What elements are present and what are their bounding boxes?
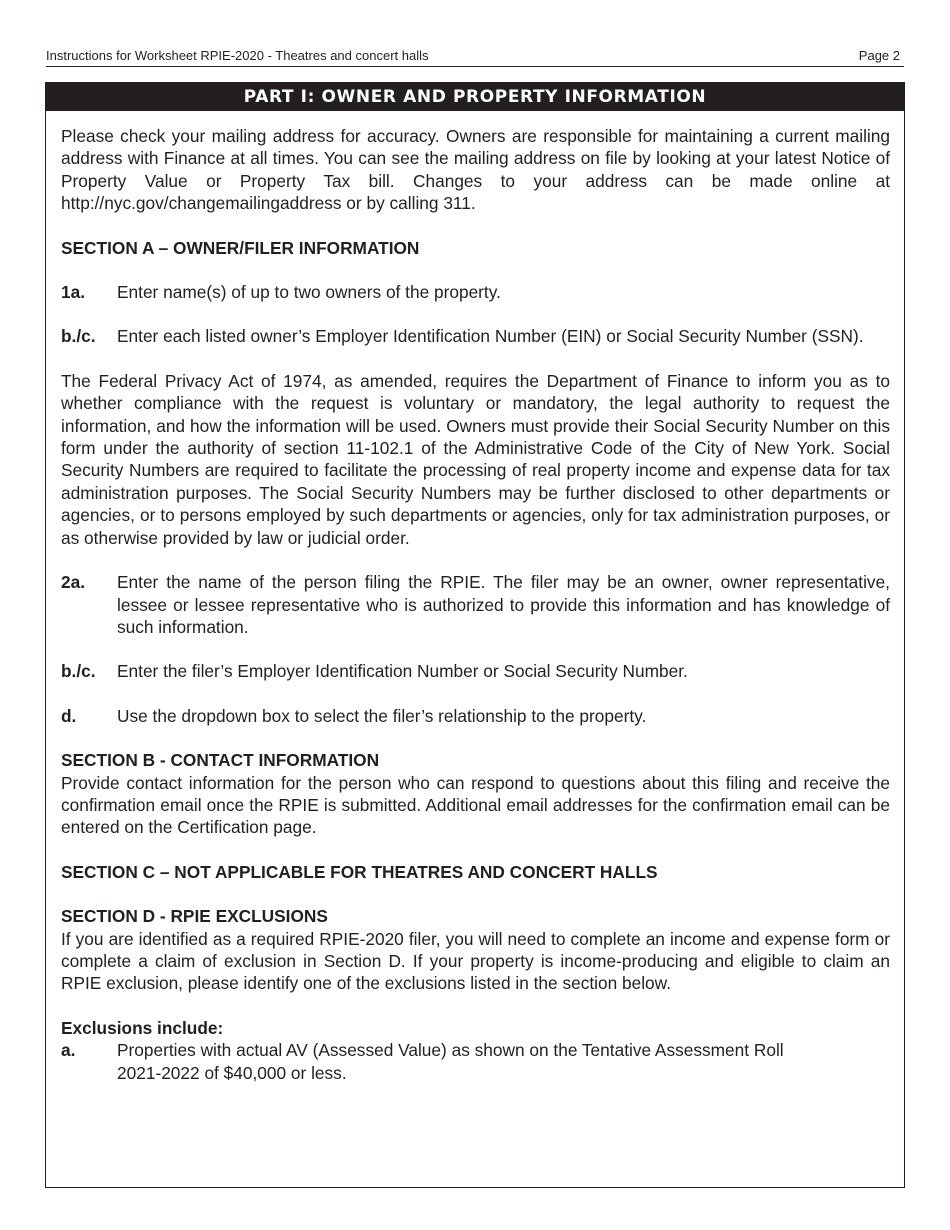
document-title: Instructions for Worksheet RPIE-2020 - Theatres and concert halls — [46, 48, 429, 63]
item-text: Use the dropdown box to select the filer’s relationship to the property. — [117, 705, 647, 726]
item-label: d. — [61, 705, 77, 726]
instructions-content — [61, 125, 890, 1084]
part-title-bar: PART I: OWNER AND PROPERTY INFORMATION — [46, 83, 904, 111]
section-b-heading: SECTION B - CONTACT INFORMATION — [61, 750, 380, 771]
exclusions-heading: Exclusions include: — [61, 1017, 224, 1038]
list-item — [61, 325, 890, 347]
item-label: 1a. — [61, 282, 86, 303]
item-text: Enter each listed owner’s Employer Identification Number (EIN) or Social Security Number (SSN). — [117, 326, 864, 347]
list-item — [61, 571, 890, 638]
item-text: Enter the filer’s Employer Identification Number or Social Security Number. — [117, 661, 688, 682]
section-d-body: If you are identified as a required RPIE-2020 filer, you will need to complete an income and expense form or complete a claim of exclusion in Section D. If your property is income-producing and eligible to claim an RPIE exclusion, please identify one of the exclusions listed in the section below. — [61, 928, 890, 994]
list-item — [61, 660, 890, 682]
item-label: a. — [61, 1040, 76, 1061]
page-number: Page 2 — [858, 48, 900, 63]
content-frame — [45, 82, 905, 1188]
section-c-heading: SECTION C – NOT APPLICABLE FOR THEATRES AND CONCERT HALLS — [61, 861, 658, 882]
item-text: Enter the name of the person filing the RPIE. The filer may be an owner, owner representative, lessee or lessee representative who is authorized to provide this information and has knowledge of such information. — [117, 572, 890, 637]
privacy-act-notice: The Federal Privacy Act of 1974, as amended, requires the Department of Finance to inform you as to whether compliance with the request is voluntary or mandatory, the legal authority to request the information, and how the information will be used. Owners must provide their Social Security Number on this form under the authority of section 11-102.1 of the Administrative Code of the City of New York. Social Security Numbers are required to facilitate the processing of real property income and expense data for tax administration purposes. The Social Security Numbers may be further disclosed to other departments or agencies, or to persons employed by such departments or agencies, only for tax administration purposes, or as otherwise provided by law or judicial order. — [61, 370, 890, 548]
item-text: Enter name(s) of up to two owners of the property. — [117, 282, 501, 303]
running-header — [46, 48, 904, 67]
item-text: Properties with actual AV (Assessed Value) as shown on the Tentative Assessment Roll 2021-2022 of $40,000 or less. — [117, 1040, 784, 1083]
item-label: b./c. — [61, 326, 96, 347]
section-d-heading: SECTION D - RPIE EXCLUSIONS — [61, 906, 328, 927]
list-item — [61, 1039, 890, 1084]
mailing-address-paragraph: Please check your mailing address for accuracy. Owners are responsible for maintaining a current mailing address with Finance at all times. You can see the mailing address on file by looking at your latest Notice of Property Value or Property Tax bill. Changes to your address can be made online at http://nyc.gov/changemailingaddress or by calling 311. — [61, 126, 890, 214]
section-b-body: Provide contact information for the person who can respond to questions about this filing and receive the confirmation email once the RPIE is submitted. Additional email addresses for the confirmation email can be entered on the Certification page. — [61, 772, 890, 838]
list-item — [61, 281, 890, 303]
item-label: 2a. — [61, 572, 86, 593]
section-a-heading: SECTION A – OWNER/FILER INFORMATION — [61, 237, 420, 258]
item-label: b./c. — [61, 661, 96, 682]
list-item — [61, 705, 890, 727]
